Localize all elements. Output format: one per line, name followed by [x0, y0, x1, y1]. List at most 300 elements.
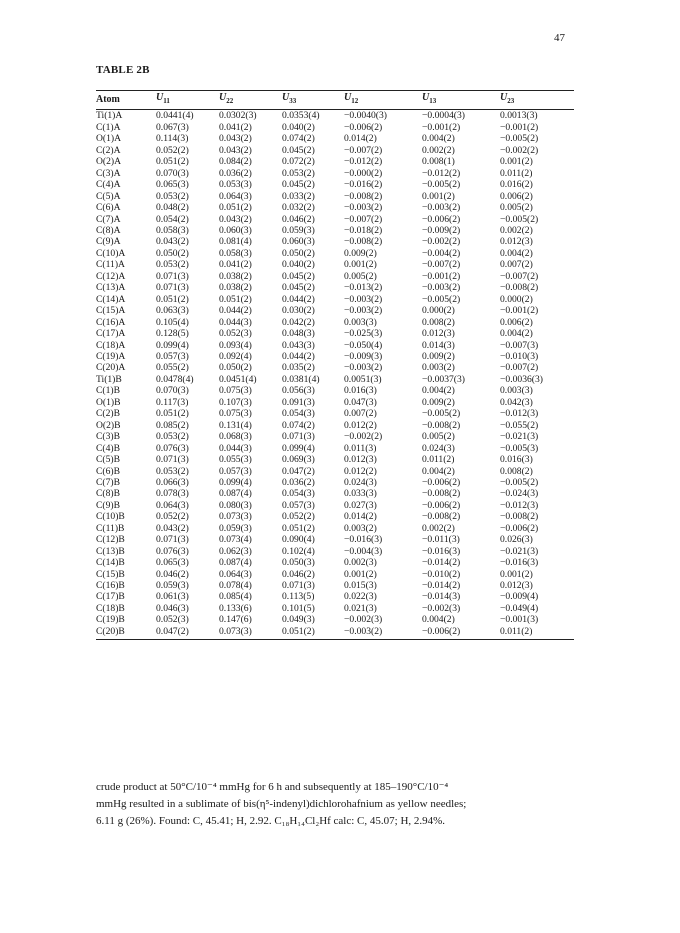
- table-cell: −0.000(2): [344, 167, 383, 179]
- table-row: [96, 214, 574, 225]
- table-cell: 0.073(3): [219, 626, 282, 640]
- table-cell: 0.044(2): [282, 350, 315, 362]
- table-cell: 0.043(3): [282, 339, 315, 351]
- atom-label-cell: C(4)B: [96, 442, 120, 454]
- atom-label-cell: O(1)A: [96, 133, 122, 145]
- column-header-label: U: [156, 92, 164, 103]
- table-cell: −0.010(3): [500, 350, 539, 362]
- table-cell: 0.053(2): [156, 190, 189, 202]
- table-cell: 0.0441(4): [156, 110, 194, 122]
- table-cell: 0.003(3): [344, 316, 377, 328]
- table-cell: −0.001(2): [500, 305, 539, 317]
- table-cell: −0.005(2): [500, 133, 539, 145]
- table-cell: 0.105(4): [156, 316, 189, 328]
- table-cell: 0.070(3): [156, 385, 189, 397]
- atom-label-cell: C(3)A: [96, 167, 121, 179]
- table-cell: −0.003(2): [422, 202, 461, 214]
- table-row: [96, 133, 574, 144]
- atom-label-cell: C(11)A: [96, 259, 125, 271]
- atom-label-cell: C(16)B: [96, 580, 125, 592]
- table-cell: 0.057(3): [282, 499, 315, 511]
- atom-label-cell: C(1)A: [96, 121, 121, 133]
- table-cell: −0.002(3): [344, 614, 383, 626]
- table-cell: −0.005(2): [422, 293, 461, 305]
- table-cell: 0.001(2): [500, 156, 533, 168]
- table-cell: 0.012(3): [500, 236, 533, 248]
- column-header-label: U: [344, 92, 352, 103]
- table-cell: 0.042(2): [282, 316, 315, 328]
- table-row: [96, 523, 574, 534]
- table-cell: −0.021(3): [500, 545, 539, 557]
- table-row: [96, 603, 574, 614]
- atom-label-cell: C(7)A: [96, 213, 121, 225]
- atom-label-cell: C(6)A: [96, 202, 121, 214]
- table-row: [96, 328, 574, 339]
- table-cell: −0.002(2): [422, 236, 461, 248]
- table-cell: 0.003(2): [344, 522, 377, 534]
- table-cell: 0.0381(4): [282, 373, 320, 385]
- table-cell: 0.009(2): [422, 396, 455, 408]
- table-cell: 0.102(4): [282, 545, 315, 557]
- table-cell: 0.099(4): [282, 442, 315, 454]
- table-cell: −0.024(3): [500, 488, 539, 500]
- table-cell: 0.021(3): [344, 602, 377, 614]
- table-cell: 0.068(3): [219, 431, 252, 443]
- table-cell: 0.058(3): [219, 247, 252, 259]
- table-cell: 0.059(3): [219, 522, 252, 534]
- table-cell: 0.085(2): [156, 419, 189, 431]
- table-cell: 0.016(2): [500, 179, 533, 191]
- table-cell: −0.0004(3): [422, 110, 465, 122]
- table-cell: 0.071(3): [156, 270, 189, 282]
- table-cell: 0.048(2): [156, 202, 189, 214]
- table-cell: 0.006(2): [500, 316, 533, 328]
- table-cell: 0.052(3): [219, 328, 252, 340]
- table-cell: 0.147(6): [219, 614, 252, 626]
- table-cell: 0.133(6): [219, 602, 252, 614]
- table-cell: 0.038(2): [219, 282, 252, 294]
- atom-label-cell: O(2)B: [96, 419, 121, 431]
- caption-line-3: 6.11 g (26%). Found: C, 45.41; H, 2.92. C₁₈H₁₄Cl₂Hf calc: C, 45.07; H, 2.94%.: [96, 815, 446, 827]
- column-header: [282, 91, 344, 110]
- atom-label-cell: C(8)B: [96, 488, 120, 500]
- table-title: TABLE 2B: [96, 64, 150, 76]
- atom-label-cell: C(8)A: [96, 224, 121, 236]
- table-cell: −0.003(2): [344, 293, 383, 305]
- table-cell: 0.113(5): [282, 591, 315, 603]
- table-cell: −0.005(2): [422, 179, 461, 191]
- table-cell: −0.008(2): [500, 282, 539, 294]
- table-cell: 0.004(2): [422, 465, 455, 477]
- table-cell: 0.076(3): [156, 442, 189, 454]
- table-cell: 0.043(2): [156, 522, 189, 534]
- table-cell: 0.063(3): [156, 305, 189, 317]
- table-row: [96, 271, 574, 282]
- table-cell: −0.004(2): [422, 247, 461, 259]
- table-cell: 0.080(3): [219, 499, 252, 511]
- table-cell: −0.007(2): [422, 259, 461, 271]
- table-cell: 0.012(3): [422, 328, 455, 340]
- table-cell: 0.060(3): [219, 224, 252, 236]
- table-cell: 0.002(2): [500, 224, 533, 236]
- table-cell: −0.012(2): [344, 156, 383, 168]
- atom-label-cell: C(3)B: [96, 431, 120, 443]
- table-cell: −0.008(2): [344, 236, 383, 248]
- table-header-row: [96, 91, 574, 110]
- table-cell: 0.006(2): [500, 190, 533, 202]
- table-cell: 0.015(3): [344, 580, 377, 592]
- table-cell: 0.051(2): [219, 202, 252, 214]
- table-cell: 0.033(2): [282, 190, 315, 202]
- table-cell: 0.044(3): [219, 316, 252, 328]
- table-row: [96, 546, 574, 557]
- table-cell: 0.051(2): [282, 522, 315, 534]
- table-cell: 0.069(3): [282, 454, 315, 466]
- table-cell: −0.008(2): [500, 511, 539, 523]
- table-cell: 0.0478(4): [156, 373, 194, 385]
- table-cell: 0.004(2): [500, 247, 533, 259]
- table-cell: −0.011(3): [422, 534, 460, 546]
- table-cell: −0.001(2): [500, 121, 539, 133]
- table-cell: 0.101(5): [282, 602, 315, 614]
- table-cell: 0.062(3): [219, 545, 252, 557]
- table-cell: 0.004(2): [422, 385, 455, 397]
- table-cell: 0.007(2): [500, 259, 533, 271]
- table-cell: −0.006(2): [344, 121, 383, 133]
- table-cell: −0.003(2): [344, 362, 383, 374]
- table-cell: 0.065(3): [156, 557, 189, 569]
- table-cell: −0.007(2): [344, 144, 383, 156]
- table-cell: 0.008(2): [422, 316, 455, 328]
- table-cell: 0.056(3): [282, 385, 315, 397]
- column-header: [96, 91, 156, 110]
- table-cell: 0.001(2): [344, 259, 377, 271]
- table-cell: −0.006(2): [422, 499, 461, 511]
- table-cell: 0.040(2): [282, 259, 315, 271]
- table-row: [96, 259, 574, 270]
- table-cell: 0.074(2): [282, 419, 315, 431]
- atom-label-cell: C(13)B: [96, 545, 125, 557]
- atom-label-cell: C(9)B: [96, 499, 120, 511]
- table-cell: 0.043(2): [156, 236, 189, 248]
- table-cell: 0.016(3): [344, 385, 377, 397]
- table-cell: 0.071(3): [282, 431, 315, 443]
- atom-label-cell: O(1)B: [96, 396, 121, 408]
- table-cell: 0.043(2): [219, 213, 252, 225]
- atom-label-cell: Ti(1)A: [96, 110, 123, 122]
- table-cell: 0.072(2): [282, 156, 315, 168]
- atom-label-cell: C(12)A: [96, 270, 126, 282]
- table-cell: 0.035(2): [282, 362, 315, 374]
- table-cell: 0.044(2): [219, 305, 252, 317]
- atom-label-cell: C(12)B: [96, 534, 125, 546]
- table-cell: 0.036(2): [219, 167, 252, 179]
- table-cell: 0.036(2): [282, 476, 315, 488]
- table-cell: 0.0051(3): [344, 373, 382, 385]
- table-cell: 0.092(4): [219, 350, 252, 362]
- column-header-label: U: [282, 92, 290, 103]
- table-cell: 0.005(2): [422, 431, 455, 443]
- table-cell: −0.016(3): [422, 545, 461, 557]
- column-header: [219, 91, 282, 110]
- table-cell: 0.026(3): [500, 534, 533, 546]
- table-cell: 0.055(3): [219, 454, 252, 466]
- table-row: [96, 202, 574, 213]
- table-cell: −0.050(4): [344, 339, 383, 351]
- table-cell: 0.012(2): [344, 465, 377, 477]
- table-row: [96, 248, 574, 259]
- table-cell: −0.002(3): [422, 602, 461, 614]
- table-cell: 0.005(2): [344, 270, 377, 282]
- atom-label-cell: C(14)A: [96, 293, 126, 305]
- table-cell: 0.114(3): [156, 133, 189, 145]
- table-cell: 0.052(2): [282, 511, 315, 523]
- table-cell: 0.051(2): [156, 156, 189, 168]
- table-cell: 0.078(3): [156, 488, 189, 500]
- table-cell: 0.002(2): [422, 144, 455, 156]
- atom-label-cell: C(20)B: [96, 626, 156, 640]
- table-cell: −0.006(2): [422, 476, 461, 488]
- caption-line-2: mmHg resulted in a sublimate of bis(η⁵-indenyl)dichlorohafnium as yellow needles;: [96, 798, 467, 810]
- table-row: [96, 236, 574, 247]
- table-cell: 0.002(3): [344, 557, 377, 569]
- atom-label-cell: C(15)B: [96, 568, 125, 580]
- table-cell: −0.014(3): [422, 591, 461, 603]
- atom-label-cell: O(2)A: [96, 156, 122, 168]
- table-cell: −0.006(2): [422, 626, 500, 640]
- table-cell: 0.047(2): [156, 626, 219, 640]
- table-cell: 0.084(2): [219, 156, 252, 168]
- table-cell: 0.055(2): [156, 362, 189, 374]
- table-cell: 0.004(2): [500, 328, 533, 340]
- table-cell: 0.046(2): [282, 568, 315, 580]
- table-row: [96, 168, 574, 179]
- atom-label-cell: C(2)A: [96, 144, 121, 156]
- atom-label-cell: C(2)B: [96, 408, 120, 420]
- table-cell: 0.014(2): [344, 511, 377, 523]
- atom-label-cell: C(16)A: [96, 316, 126, 328]
- table-row: [96, 191, 574, 202]
- table-row: [96, 156, 574, 167]
- table-cell: 0.051(2): [219, 293, 252, 305]
- table-cell: 0.071(3): [156, 534, 189, 546]
- table-cell: 0.117(3): [156, 396, 189, 408]
- table-cell: 0.043(2): [219, 144, 252, 156]
- table-cell: −0.012(2): [422, 167, 461, 179]
- table-cell: 0.005(2): [500, 202, 533, 214]
- table-row: [96, 179, 574, 190]
- atom-label-cell: C(11)B: [96, 522, 125, 534]
- table-cell: 0.0302(3): [219, 110, 257, 122]
- table-row: [96, 408, 574, 419]
- table-cell: 0.107(3): [219, 396, 252, 408]
- table-cell: 0.009(2): [422, 350, 455, 362]
- table-cell: −0.014(2): [422, 580, 461, 592]
- column-header-label: U: [500, 92, 508, 103]
- table-row: [96, 305, 574, 316]
- table-cell: 0.0013(3): [500, 110, 538, 122]
- table-cell: −0.012(3): [500, 499, 539, 511]
- atom-label-cell: C(17)B: [96, 591, 125, 603]
- column-header: [422, 91, 500, 110]
- table-cell: −0.009(2): [422, 224, 461, 236]
- table-cell: −0.009(3): [344, 350, 383, 362]
- page-number: 47: [554, 32, 565, 44]
- table-row: [96, 500, 574, 511]
- table-cell: −0.012(3): [500, 408, 539, 420]
- column-header-subscript: 22: [226, 97, 234, 105]
- table-cell: 0.032(2): [282, 202, 315, 214]
- atom-label-cell: Ti(1)B: [96, 373, 122, 385]
- table-cell: −0.016(3): [500, 557, 539, 569]
- table-row: [96, 557, 574, 568]
- atom-label-cell: C(18)B: [96, 602, 125, 614]
- atom-label-cell: C(5)A: [96, 190, 121, 202]
- table-cell: 0.071(3): [156, 282, 189, 294]
- table-cell: −0.004(3): [344, 545, 383, 557]
- table-cell: 0.067(3): [156, 121, 189, 133]
- table-cell: −0.007(2): [500, 362, 539, 374]
- table-cell: 0.014(3): [422, 339, 455, 351]
- table-row: [96, 110, 574, 122]
- atom-label-cell: C(7)B: [96, 476, 120, 488]
- table-cell: −0.009(4): [500, 591, 539, 603]
- table-cell: 0.007(2): [344, 408, 377, 420]
- table-cell: 0.057(3): [219, 465, 252, 477]
- atom-label-cell: C(9)A: [96, 236, 121, 248]
- table-cell: 0.012(3): [344, 454, 377, 466]
- table-cell: 0.043(2): [219, 133, 252, 145]
- column-header-subscript: 12: [351, 97, 359, 105]
- table-cell: −0.001(2): [422, 270, 461, 282]
- atom-label-cell: C(14)B: [96, 557, 125, 569]
- table-cell: 0.071(3): [156, 454, 189, 466]
- table-cell: 0.085(4): [219, 591, 252, 603]
- column-header: [156, 91, 219, 110]
- table-cell: 0.053(2): [156, 431, 189, 443]
- table-row: [96, 145, 574, 156]
- table-cell: −0.018(2): [344, 224, 383, 236]
- table-cell: 0.074(2): [282, 133, 315, 145]
- table-cell: 0.045(2): [282, 144, 315, 156]
- table-cell: 0.011(2): [500, 626, 574, 640]
- table-cell: 0.054(2): [156, 213, 189, 225]
- table-cell: 0.022(3): [344, 591, 377, 603]
- table-cell: 0.002(2): [422, 522, 455, 534]
- column-header-label: U: [219, 92, 227, 103]
- table-row: [96, 466, 574, 477]
- table-cell: 0.051(2): [156, 293, 189, 305]
- table-row: [96, 488, 574, 499]
- table-cell: −0.001(2): [422, 121, 461, 133]
- table-cell: 0.003(2): [422, 362, 455, 374]
- table-cell: 0.060(3): [282, 236, 315, 248]
- table-cell: 0.040(2): [282, 121, 315, 133]
- table-cell: −0.003(2): [422, 282, 461, 294]
- table-cell: −0.002(2): [500, 144, 539, 156]
- table-row: [96, 534, 574, 545]
- table-cell: 0.052(2): [156, 144, 189, 156]
- atom-label-cell: C(5)B: [96, 454, 120, 466]
- table-cell: 0.131(4): [219, 419, 252, 431]
- table-cell: 0.099(4): [156, 339, 189, 351]
- table-cell: 0.064(3): [156, 499, 189, 511]
- table-cell: 0.045(2): [282, 270, 315, 282]
- table-cell: 0.054(3): [282, 488, 315, 500]
- table-cell: 0.050(2): [219, 362, 252, 374]
- table-row: [96, 282, 574, 293]
- table-cell: 0.093(4): [219, 339, 252, 351]
- table-cell: 0.061(3): [156, 591, 189, 603]
- atom-label-cell: C(10)A: [96, 247, 126, 259]
- table-cell: −0.010(2): [422, 568, 461, 580]
- table-cell: −0.008(2): [422, 511, 461, 523]
- table-cell: 0.065(3): [156, 179, 189, 191]
- table-cell: 0.081(4): [219, 236, 252, 248]
- table-cell: 0.052(3): [156, 614, 189, 626]
- table-cell: −0.002(2): [344, 431, 383, 443]
- table-cell: −0.003(2): [344, 305, 383, 317]
- table-cell: 0.042(3): [500, 396, 533, 408]
- table-cell: 0.054(3): [282, 408, 315, 420]
- table-cell: 0.044(2): [282, 293, 315, 305]
- table-cell: −0.014(2): [422, 557, 461, 569]
- table-cell: 0.041(2): [219, 259, 252, 271]
- table-cell: 0.004(2): [422, 133, 455, 145]
- table-row: [96, 362, 574, 373]
- thermal-parameters-table: [96, 90, 574, 640]
- atom-label-cell: C(17)A: [96, 328, 126, 340]
- table-cell: −0.016(2): [344, 179, 383, 191]
- table-cell: 0.046(3): [156, 602, 189, 614]
- table-cell: −0.007(3): [500, 339, 539, 351]
- atom-label-cell: C(15)A: [96, 305, 126, 317]
- table-cell: 0.075(3): [219, 408, 252, 420]
- table-row: [96, 385, 574, 396]
- table-cell: 0.016(3): [500, 454, 533, 466]
- atom-label-cell: C(10)B: [96, 511, 125, 523]
- table-row: [96, 580, 574, 591]
- table-cell: 0.064(3): [219, 568, 252, 580]
- table-cell: 0.012(2): [344, 419, 377, 431]
- table-cell: 0.047(2): [282, 465, 315, 477]
- table-cell: 0.050(2): [156, 247, 189, 259]
- atom-label-cell: C(18)A: [96, 339, 126, 351]
- table-cell: 0.014(2): [344, 133, 377, 145]
- table-row: [96, 511, 574, 522]
- table-cell: −0.008(2): [422, 419, 461, 431]
- table-cell: 0.003(3): [500, 385, 533, 397]
- table-cell: 0.045(2): [282, 282, 315, 294]
- table-cell: −0.007(2): [500, 270, 539, 282]
- atom-label-cell: C(19)B: [96, 614, 125, 626]
- table-cell: 0.041(2): [219, 121, 252, 133]
- column-header: [344, 91, 422, 110]
- table-cell: 0.051(2): [282, 626, 344, 640]
- table-cell: 0.046(2): [156, 568, 189, 580]
- table-cell: 0.059(3): [156, 580, 189, 592]
- table-row: [96, 374, 574, 385]
- table-cell: 0.059(3): [282, 224, 315, 236]
- table-row: [96, 614, 574, 625]
- atom-label-cell: C(6)B: [96, 465, 120, 477]
- table-row: [96, 397, 574, 408]
- column-header-subscript: 33: [289, 97, 297, 105]
- table-cell: −0.021(3): [500, 431, 539, 443]
- column-header-label: Atom: [96, 94, 120, 105]
- table-cell: −0.0040(3): [344, 110, 387, 122]
- table-row: [96, 431, 574, 442]
